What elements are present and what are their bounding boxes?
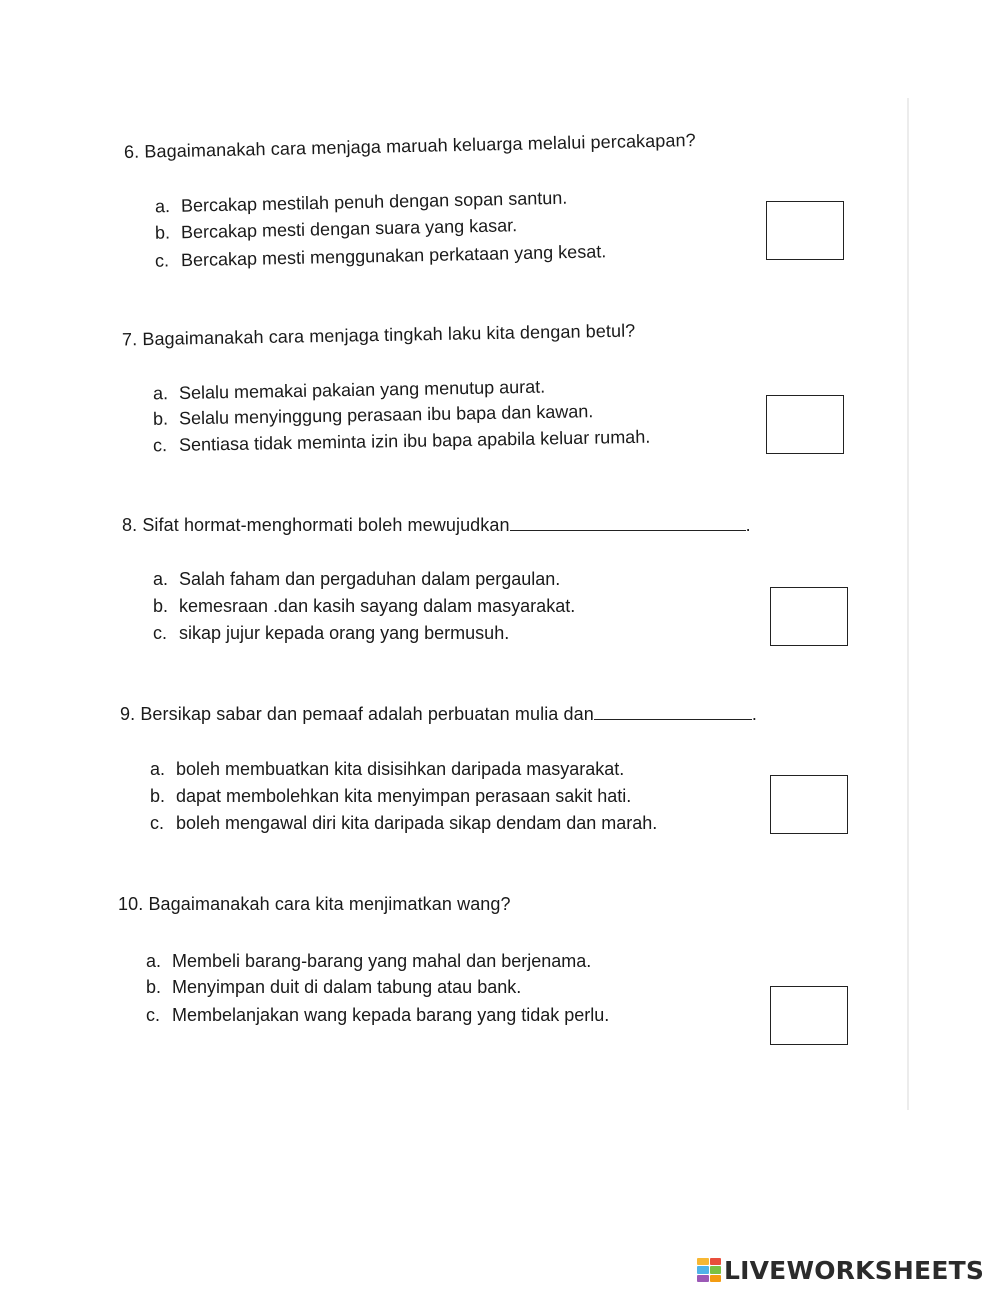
option-letter: b.: [153, 596, 169, 616]
option-c: [153, 623, 509, 644]
option-letter: a.: [153, 569, 169, 589]
option-c: [150, 813, 657, 834]
option-letter: c.: [150, 813, 165, 833]
question-number: 6.: [123, 141, 140, 162]
option-a: [150, 759, 624, 780]
answer-box-6[interactable]: [766, 201, 844, 260]
option-text: Sentiasa tidak meminta izin ibu bapa apabila keluar rumah.: [178, 426, 651, 455]
option-c: [155, 241, 607, 271]
option-text: Bercakap mesti dengan suara yang kasar.: [180, 215, 518, 243]
question-end-mark: .: [745, 515, 751, 535]
option-a: [153, 569, 560, 590]
option-text: Selalu menyinggung perasaan ibu bapa dan kawan.: [178, 401, 594, 429]
option-a: [146, 951, 591, 972]
option-letter: a.: [152, 383, 169, 404]
option-text: sikap jujur kepada orang yang bermusuh.: [179, 623, 510, 643]
option-letter: a.: [154, 196, 171, 217]
option-letter: a.: [150, 759, 166, 779]
question-number: 8.: [122, 515, 138, 535]
option-letter: b.: [146, 977, 162, 997]
option-letter: c.: [154, 250, 170, 271]
fill-in-blank-line: [510, 516, 746, 531]
question-number: 10.: [118, 894, 144, 914]
option-letter: b.: [154, 222, 171, 243]
option-c: [153, 427, 651, 457]
option-text: boleh membuatkan kita disisihkan daripada masyarakat.: [176, 759, 625, 779]
question-number: 7.: [121, 329, 138, 350]
option-a: [153, 377, 546, 405]
option-letter: c.: [146, 1005, 161, 1025]
option-letter: b.: [152, 408, 169, 429]
question-end-mark: .: [751, 704, 757, 724]
option-b: [146, 977, 521, 998]
option-letter: c.: [153, 623, 168, 643]
question-text: Bagaimanakah cara menjaga tingkah laku kita dengan betul?: [142, 320, 636, 350]
option-text: Membeli barang-barang yang mahal dan berjenama.: [172, 951, 592, 971]
option-text: kemesraan .dan kasih sayang dalam masyarakat.: [179, 596, 576, 616]
question-text: Bagaimanakah cara kita menjimatkan wang?: [148, 894, 511, 914]
option-letter: c.: [152, 435, 168, 456]
answer-box-10[interactable]: [770, 986, 848, 1045]
option-letter: b.: [150, 786, 166, 806]
question-text: Bersikap sabar dan pemaaf adalah perbuatan mulia dan: [140, 704, 594, 724]
answer-box-7[interactable]: [766, 395, 844, 454]
option-text: Bercakap mesti menggunakan perkataan yang kesat.: [180, 241, 607, 271]
option-b: [150, 786, 631, 807]
option-a: [155, 188, 568, 218]
option-text: dapat membolehkan kita menyimpan perasaan sakit hati.: [176, 786, 632, 806]
fill-in-blank-line: [594, 705, 752, 720]
option-b: [153, 401, 594, 430]
answer-box-8[interactable]: [770, 587, 848, 646]
option-c: [146, 1005, 609, 1026]
page-edge-shadow: [907, 98, 909, 1110]
option-letter: a.: [146, 951, 162, 971]
option-text: Salah faham dan pergaduhan dalam pergaulan.: [179, 569, 561, 589]
option-text: Membelanjakan wang kepada barang yang tidak perlu.: [172, 1005, 610, 1025]
option-text: Menyimpan duit di dalam tabung atau bank.: [172, 977, 522, 997]
question-number: 9.: [120, 704, 136, 724]
option-b: [153, 596, 575, 617]
liveworksheets-brand: [697, 1255, 984, 1285]
option-b: [155, 215, 518, 244]
brand-name: LIVEWORKSHEETS: [724, 1255, 985, 1285]
option-text: boleh mengawal diri kita daripada sikap dendam dan marah.: [176, 813, 658, 833]
liveworksheets-logo-icon: [697, 1258, 721, 1282]
question-text: Sifat hormat-menghormati boleh mewujudkan: [142, 515, 510, 535]
option-text: Selalu memakai pakaian yang menutup aurat.: [178, 376, 546, 403]
option-text: Bercakap mestilah penuh dengan sopan santun.: [180, 187, 568, 216]
question-text: Bagaimanakah cara menjaga maruah keluarga melalui percakapan?: [144, 130, 696, 162]
answer-box-9[interactable]: [770, 775, 848, 834]
